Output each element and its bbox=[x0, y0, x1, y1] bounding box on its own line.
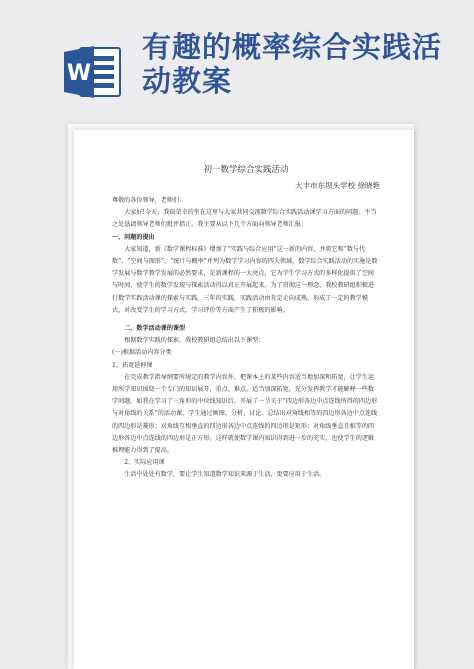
word-document-icon bbox=[64, 44, 122, 100]
problem-paragraph: 大家知道，新《数学课程标准》增加了“实践与综合应用”这一新的内容，并将它和“数与代数”、“空间与图形”、“统计与概率”并列为数学学习内容的四大领域。数学综合实践活动的实施是数学发展与数学教学发展的必然要求，是新课程的一大亮点，它为学生学习方式的多样化提供了空间与时间，使学生的数学发现与探索活动得以真正开展起来。为了贯彻这一理念，我校教研组积极进行数学实践活动课的探索与实践。三年的实践，实践活动由肯定走向成熟，形成了一定的教学模式，对改变学生的学习方式、学习评价等方面产生了积极的影响。 bbox=[112, 245, 378, 314]
header bbox=[0, 0, 474, 120]
page-content bbox=[112, 164, 380, 482]
document-heading: 有趣的概率综合实践活动教案 bbox=[142, 30, 443, 98]
subsection-heading-extension: 1、拓宽延伸课 bbox=[112, 361, 153, 369]
lesson-types-intro-paragraph: 根据数学实践的探索，我校教研组总结出以下课型： bbox=[124, 337, 265, 345]
application-paragraph: 生活中处处有数学，要让学生知道数学知识来源于生活，更要应用于生活。 bbox=[124, 471, 326, 479]
document-page bbox=[74, 130, 414, 669]
subsection-heading-by-content: (一)根据活动内容分类 bbox=[112, 349, 172, 357]
intro-paragraph: 大家好!今天，我很荣幸的坐在这里与大家共同交流数学综合实践活动课学习方面的问题。不当之处恳请领导老师们批评指正。我主要从以下几个方面向领导老师汇报： bbox=[112, 209, 377, 229]
salutation-paragraph: 尊敬的各位领导，老师们： bbox=[112, 197, 186, 204]
section-heading-lesson-types: 二、数学活动课的课型 bbox=[124, 325, 186, 333]
section-heading-problem: 一、问题的提出 bbox=[112, 233, 155, 241]
essay-author: 大丰市东坝头学校 徐晓艳 bbox=[295, 181, 380, 190]
extension-paragraph: 在完成教学指导纲要所规定的教学内容外，把课本上的某些内容适当地加深和拓宽，让学生运用所学知识围绕一个专门的知识展开，重点、难点，适当加深拓宽，充分发挥教学才能解释一些数学问题。如我在学习了三角形的中位线知识后，开展了一节关于“四边形各边中点连线所得的四边形与对角线的关系”的活动课，学生通过画图、分析、讨论、总结出对角线相等的四边形各边中点连线的四边形是菱形；对角线互相垂直的四边形各边中点连线的四边形是矩形；对角线垂直且相等的四边形各边中点连线的四边形是正方形。这样就使数学课内知识得到进一步的充实，也使学生的逻辑推理能力得到了提高。 bbox=[112, 373, 378, 455]
essay-title: 初一数学综合实践活动 bbox=[203, 165, 289, 175]
svg-text:W: W bbox=[66, 61, 92, 86]
subsection-heading-application: 2、实际应用课 bbox=[124, 459, 165, 467]
